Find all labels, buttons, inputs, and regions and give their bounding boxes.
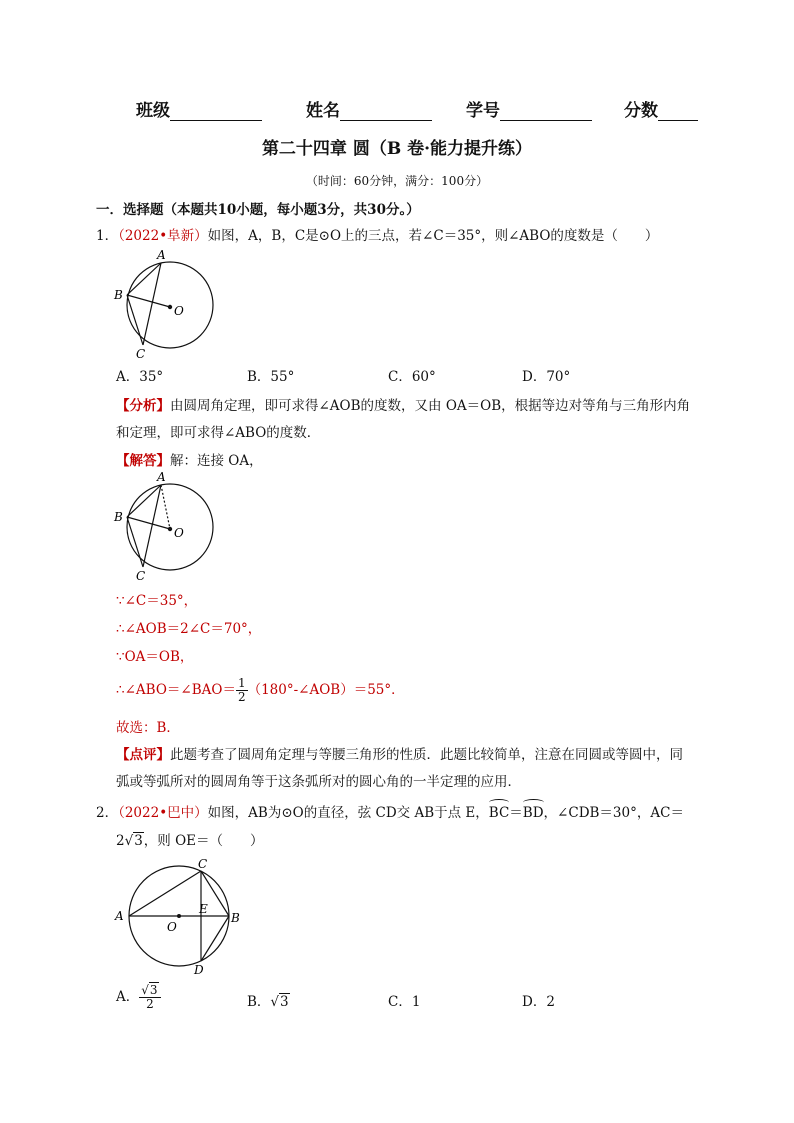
comment-tag: 【点评】 (116, 747, 170, 763)
score-blank[interactable] (658, 102, 698, 121)
answer-tag: 【解答】 (116, 453, 170, 469)
analysis-line-2: 和定理，即可求得∠ABO的度数． (116, 425, 321, 441)
label-b: B (114, 510, 123, 524)
figure-q2-circle (108, 855, 248, 980)
student-info-header (136, 96, 716, 121)
fraction-sqrt3-over-2: $\frac{√3}{2}$ (139, 984, 160, 1011)
label-c: C (136, 569, 146, 583)
arc-bc: BC (488, 805, 510, 821)
comment-line-2: 弧或等弧所对的圆周角等于这条弧所对的圆心角的一半定理的应用． (116, 774, 521, 790)
choose-line: 故选：B． (116, 720, 180, 736)
class-label: 班级 (136, 101, 170, 121)
class-blank[interactable] (170, 102, 262, 121)
label-d: D (194, 963, 204, 977)
label-e: E (199, 902, 208, 916)
section-heading: 一．选择题（本题共10小题，每小题3分，共30分。） (96, 202, 420, 218)
name-blank[interactable] (340, 102, 432, 121)
id-blank[interactable] (500, 102, 592, 121)
option-b[interactable]: B．√3 (247, 994, 289, 1010)
figure-q1-circle (108, 248, 218, 363)
page-title: 第二十四章 圆（B 卷·能力提升练） (261, 139, 533, 159)
fraction-half: $\frac{1}{2}$ (237, 676, 246, 704)
label-a: A (157, 470, 166, 484)
figure-q1-solution (108, 470, 218, 585)
label-o: O (174, 526, 184, 540)
name-label: 姓名 (306, 101, 340, 121)
label-o: O (174, 304, 184, 318)
question-1-options (0, 367, 794, 387)
label-o: O (167, 920, 177, 934)
score-label: 分数 (624, 101, 658, 121)
label-c: C (136, 347, 146, 361)
question-text: 如图，A，B，C是⊙O上的三点，若∠C＝35°，则∠ABO的度数是（ ） (207, 228, 659, 244)
step-2: ∴∠AOB＝2∠C＝70°， (116, 621, 262, 637)
question-2-stem-cont: 2√3，则 OE＝（ ） (116, 833, 264, 849)
question-number: 1． (96, 228, 119, 244)
label-a: A (115, 909, 124, 923)
step-1: ∵∠C＝35°， (116, 593, 198, 609)
label-c: C (198, 857, 208, 871)
step-3: ∵OA＝OB， (116, 649, 194, 665)
question-source: （2022•阜新） (118, 228, 208, 244)
option-c[interactable]: C．60° (388, 369, 436, 385)
label-b: B (231, 911, 240, 925)
question-2-options (0, 984, 794, 1024)
label-a: A (157, 248, 166, 262)
comment-line-1: 【点评】此题考查了圆周角定理与等腰三角形的性质．此题比较简单，注意在同圆或等圆中，同 (116, 747, 683, 763)
analysis-line-1: 【分析】由圆周角定理，即可求得∠AOB的度数，又由 OA＝OB，根据等边对等角与三角形内角 (116, 398, 691, 414)
label-b: B (114, 288, 123, 302)
question-1-stem (96, 226, 658, 246)
sqrt-sign: √ (124, 833, 134, 849)
question-source: （2022•巴中） (118, 805, 208, 821)
page-subtitle: （时间：60分钟，满分：100分） (305, 174, 489, 188)
option-a[interactable]: A． $\frac{√3}{2}$ (116, 984, 161, 1011)
option-b[interactable]: B．55° (247, 369, 295, 385)
question-2-stem: 2．（2022•巴中）如图，AB为⊙O的直径，弦 CD交 AB于点 E，BC＝BD，∠CDB＝30°，AC＝ (96, 805, 684, 821)
answer-line: 【解答】解：连接 OA， (116, 453, 263, 469)
id-label: 学号 (466, 101, 500, 121)
option-d[interactable]: D．70° (522, 369, 571, 385)
analysis-tag: 【分析】 (116, 398, 170, 414)
option-c[interactable]: C．1 (388, 994, 421, 1010)
step-4: ∴∠ABO＝∠BAO＝ $\frac{1}{2}$ （180°-∠AOB）＝55°． (116, 676, 405, 704)
arc-bd: BD (522, 805, 544, 821)
option-d[interactable]: D．2 (522, 994, 555, 1010)
option-a[interactable]: A．35° (116, 369, 164, 385)
